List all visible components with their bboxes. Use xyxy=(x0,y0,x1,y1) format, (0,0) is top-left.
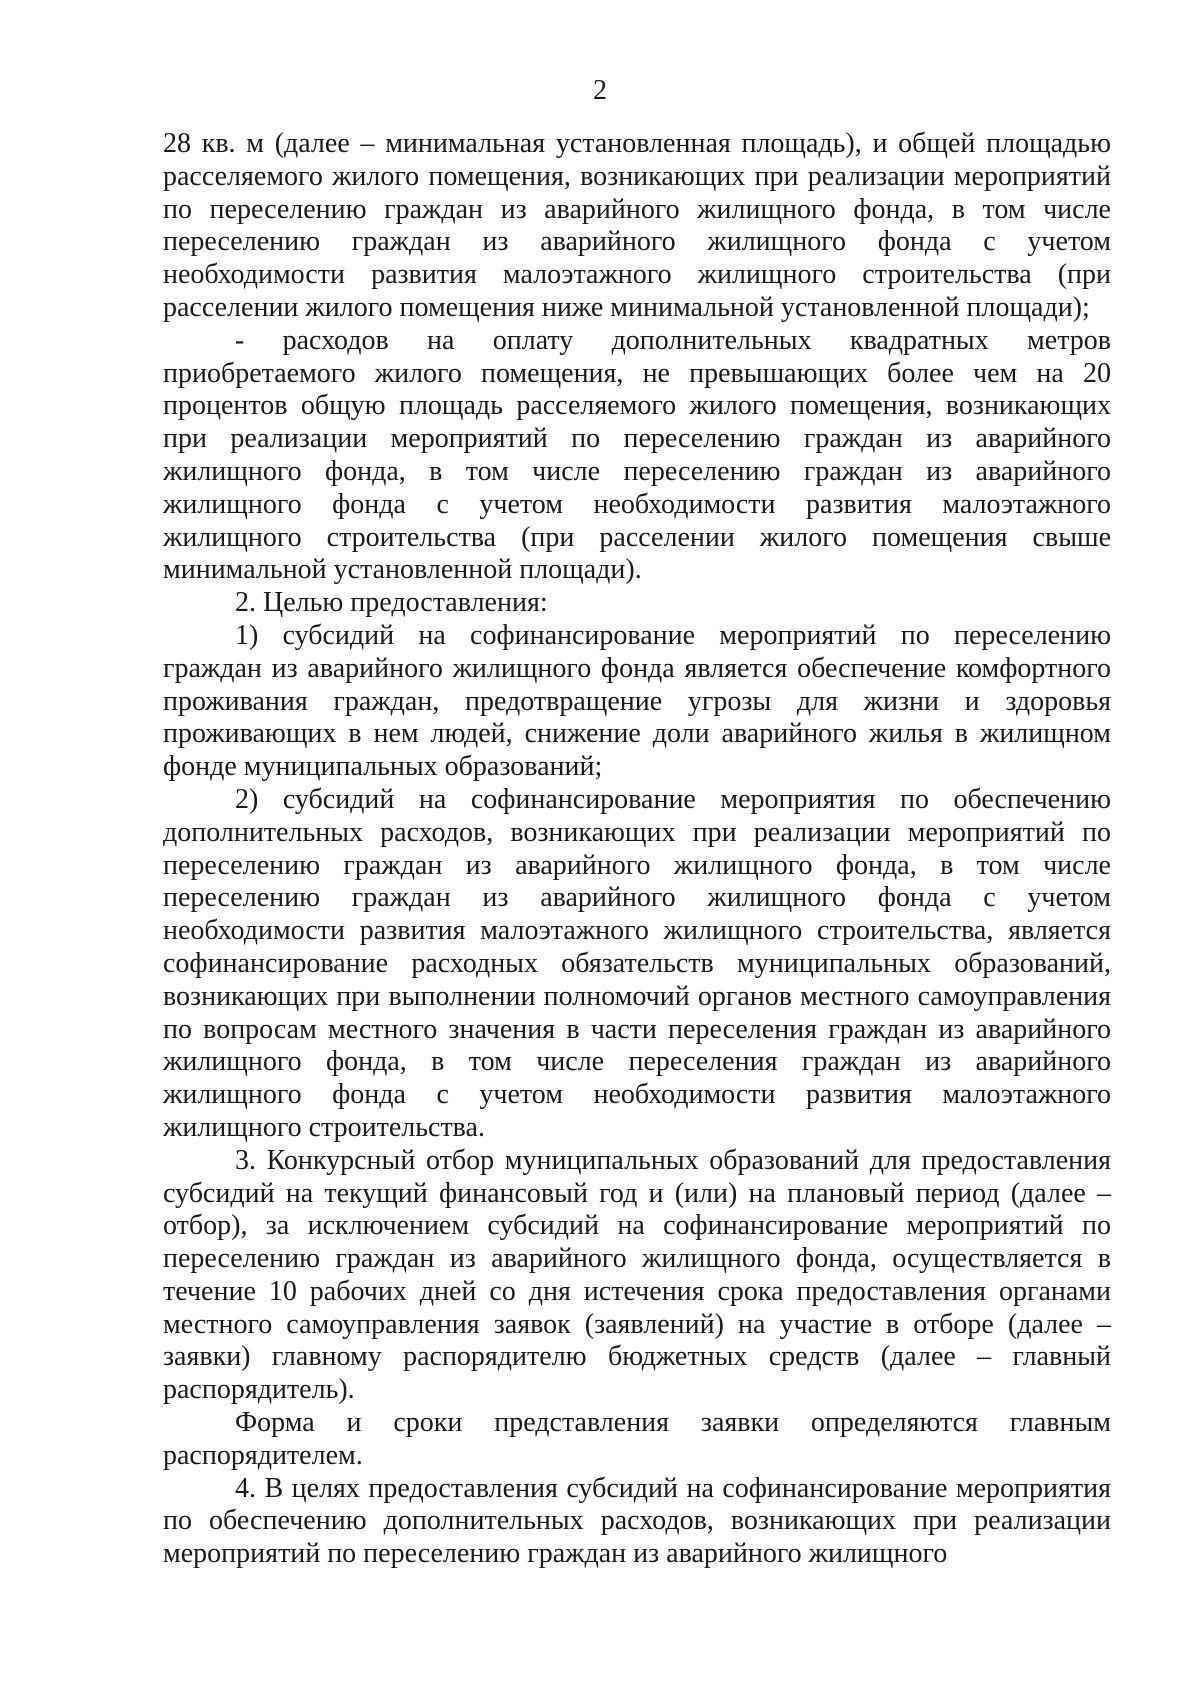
page-number: 2 xyxy=(593,75,607,106)
paragraph-purpose-item-1: 1) субсидий на софинансирование мероприятий по переселению граждан из аварийного жилищного фонда является обеспечение комфортного проживания граждан, предотвращение угрозы для жизни и здоровья проживающих в нем людей, снижение доли аварийного жилья в жилищном фонде муниципальных образований; xyxy=(163,619,1111,783)
paragraph-purpose-heading: 2. Целью предоставления: xyxy=(235,587,548,619)
paragraph-area-continuation: 28 кв. м (далее – минимальная установленная площадь), и общей площадью расселяемого жилого помещения, возникающих при реализации мероприятий по переселению граждан из аварийного жилищного фонда, в том числе переселению граждан из аварийного жилищного фонда с учетом необходимости развития малоэтажного жилищного строительства (при расселении жилого помещения ниже минимальной установленной площади); xyxy=(163,128,1111,323)
paragraph-item-4: 4. В целях предоставления субсидий на софинансирование мероприятия по обеспечению дополнительных расходов, возникающих при реализации мероприятий по переселению граждан из аварийного жилищного xyxy=(163,1472,1111,1570)
paragraph-purpose-item-2: 2) субсидий на софинансирование мероприятия по обеспечению дополнительных расходов, возникающих при реализации мероприятий по переселению граждан из аварийного жилищного фонда, в том числе переселению граждан из аварийного жилищного фонда с учетом необходимости развития малоэтажного жилищного строительства, является софинансирование расходных обязательств муниципальных образований, возникающих при выполнении полномочий органов местного самоуправления по вопросам местного значения в части переселения граждан из аварийного жилищного фонда, в том числе переселения граждан из аварийного жилищного фонда с учетом необходимости развития малоэтажного жилищного строительства. xyxy=(163,783,1111,1143)
paragraph-application-form: Форма и сроки представления заявки определяются главным распорядителем. xyxy=(163,1407,1111,1471)
document-body xyxy=(163,128,1111,1571)
paragraph-extra-meters-expenses: - расходов на оплату дополнительных квадратных метров приобретаемого жилого помещения, не превышающих более чем на 20 процентов общую площадь расселяемого жилого помещения, возникающих при реализации мероприятий по переселению граждан из аварийного жилищного фонда, в том числе переселению граждан из аварийного жилищного фонда с учетом необходимости развития малоэтажного жилищного строительства (при расселении жилого помещения свыше минимальной установленной площади). xyxy=(163,324,1111,586)
paragraph-competitive-selection: 3. Конкурсный отбор муниципальных образований для предоставления субсидий на текущий финансовый год и (или) на плановый период (далее –отбор), за исключением субсидий на софинансирование мероприятий по переселению граждан из аварийного жилищного фонда, осуществляется в течение 10 рабочих дней со дня истечения срока предоставления органами местного самоуправления заявок (заявлений) на участие в отборе (далее – заявки) главному распорядителю бюджетных средств (далее – главный распорядитель). xyxy=(163,1144,1111,1406)
